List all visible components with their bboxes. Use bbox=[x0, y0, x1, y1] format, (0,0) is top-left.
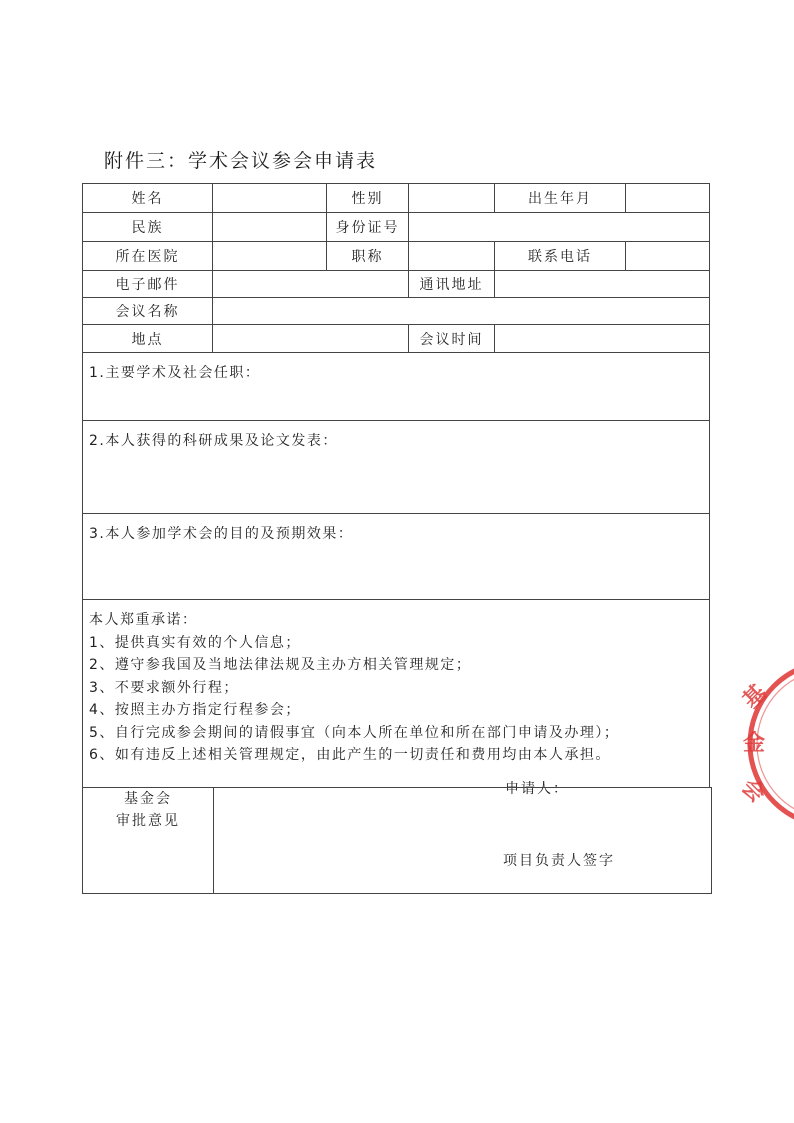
positions-heading: 1.主要学术及社会任职： bbox=[89, 365, 261, 381]
pledge-item: 4、按照主办方指定行程参会； bbox=[89, 702, 301, 718]
signer-label: 项目负责人签字 bbox=[503, 853, 615, 869]
seal-char: 金 bbox=[742, 731, 766, 756]
pledge-item: 3、不要求额外行程； bbox=[89, 679, 239, 696]
pledge-item: 1、提供真实有效的个人信息； bbox=[89, 634, 301, 651]
location-field[interactable] bbox=[213, 325, 409, 353]
hospital-label: 所在医院 bbox=[83, 242, 213, 271]
address-field[interactable] bbox=[495, 271, 710, 298]
gender-field[interactable] bbox=[409, 184, 495, 213]
pledge-item: 2、遵守参我国及当地法律法规及主办方相关管理规定； bbox=[89, 657, 472, 673]
job-title-label: 职称 bbox=[327, 242, 409, 271]
phone-label: 联系电话 bbox=[495, 242, 626, 271]
ethnicity-field[interactable] bbox=[213, 213, 327, 242]
seal-char: 基 bbox=[738, 680, 772, 714]
hospital-field[interactable] bbox=[213, 242, 327, 271]
ethnicity-label: 民族 bbox=[83, 213, 213, 242]
meeting-name-field[interactable] bbox=[213, 298, 710, 325]
approval-table bbox=[82, 787, 712, 894]
meeting-name-label: 会议名称 bbox=[83, 298, 213, 325]
job-title-field[interactable] bbox=[409, 242, 495, 271]
id-number-label: 身份证号 bbox=[327, 213, 409, 242]
applicant-label: 申请人： bbox=[505, 781, 569, 797]
pledge-heading: 本人郑重承诺： bbox=[89, 612, 198, 628]
approval-label-line2: 审批意见 bbox=[116, 813, 180, 829]
pledge-item: 5、自行完成参会期间的请假事宜（向本人所在单位和所在部门申请及办理）； bbox=[89, 724, 620, 741]
birth-label: 出生年月 bbox=[495, 184, 626, 213]
achievements-heading: 2.本人获得的科研成果及论文发表： bbox=[89, 433, 338, 449]
application-form bbox=[82, 183, 710, 797]
name-label: 姓名 bbox=[83, 184, 213, 213]
approval-label bbox=[83, 788, 214, 894]
purpose-heading: 3.本人参加学术会的目的及预期效果： bbox=[89, 526, 354, 542]
pledge-item: 6、如有违反上述相关管理规定，由此产生的一切责任和费用均由本人承担。 bbox=[89, 747, 611, 763]
positions-section[interactable] bbox=[83, 353, 710, 421]
email-field[interactable] bbox=[213, 271, 409, 298]
meeting-time-field[interactable] bbox=[495, 325, 710, 353]
meeting-time-label: 会议时间 bbox=[409, 325, 495, 353]
achievements-section[interactable] bbox=[83, 421, 710, 514]
id-number-field[interactable] bbox=[409, 213, 710, 242]
gender-label: 性别 bbox=[327, 184, 409, 213]
birth-field[interactable] bbox=[626, 184, 710, 213]
pledge-section bbox=[83, 600, 710, 797]
approval-opinion-field[interactable] bbox=[214, 788, 712, 894]
email-label: 电子邮件 bbox=[83, 271, 213, 298]
location-label: 地点 bbox=[83, 325, 213, 353]
seal-text bbox=[736, 680, 771, 807]
approval-label-line1: 基金会 bbox=[124, 791, 172, 807]
foundation-seal bbox=[720, 660, 794, 828]
phone-field[interactable] bbox=[626, 242, 710, 271]
page-title: 附件三：学术会议参会申请表 bbox=[104, 150, 378, 172]
name-field[interactable] bbox=[213, 184, 327, 213]
seal-char: 会 bbox=[736, 774, 770, 808]
purpose-section[interactable] bbox=[83, 514, 710, 600]
address-label: 通讯地址 bbox=[409, 271, 495, 298]
